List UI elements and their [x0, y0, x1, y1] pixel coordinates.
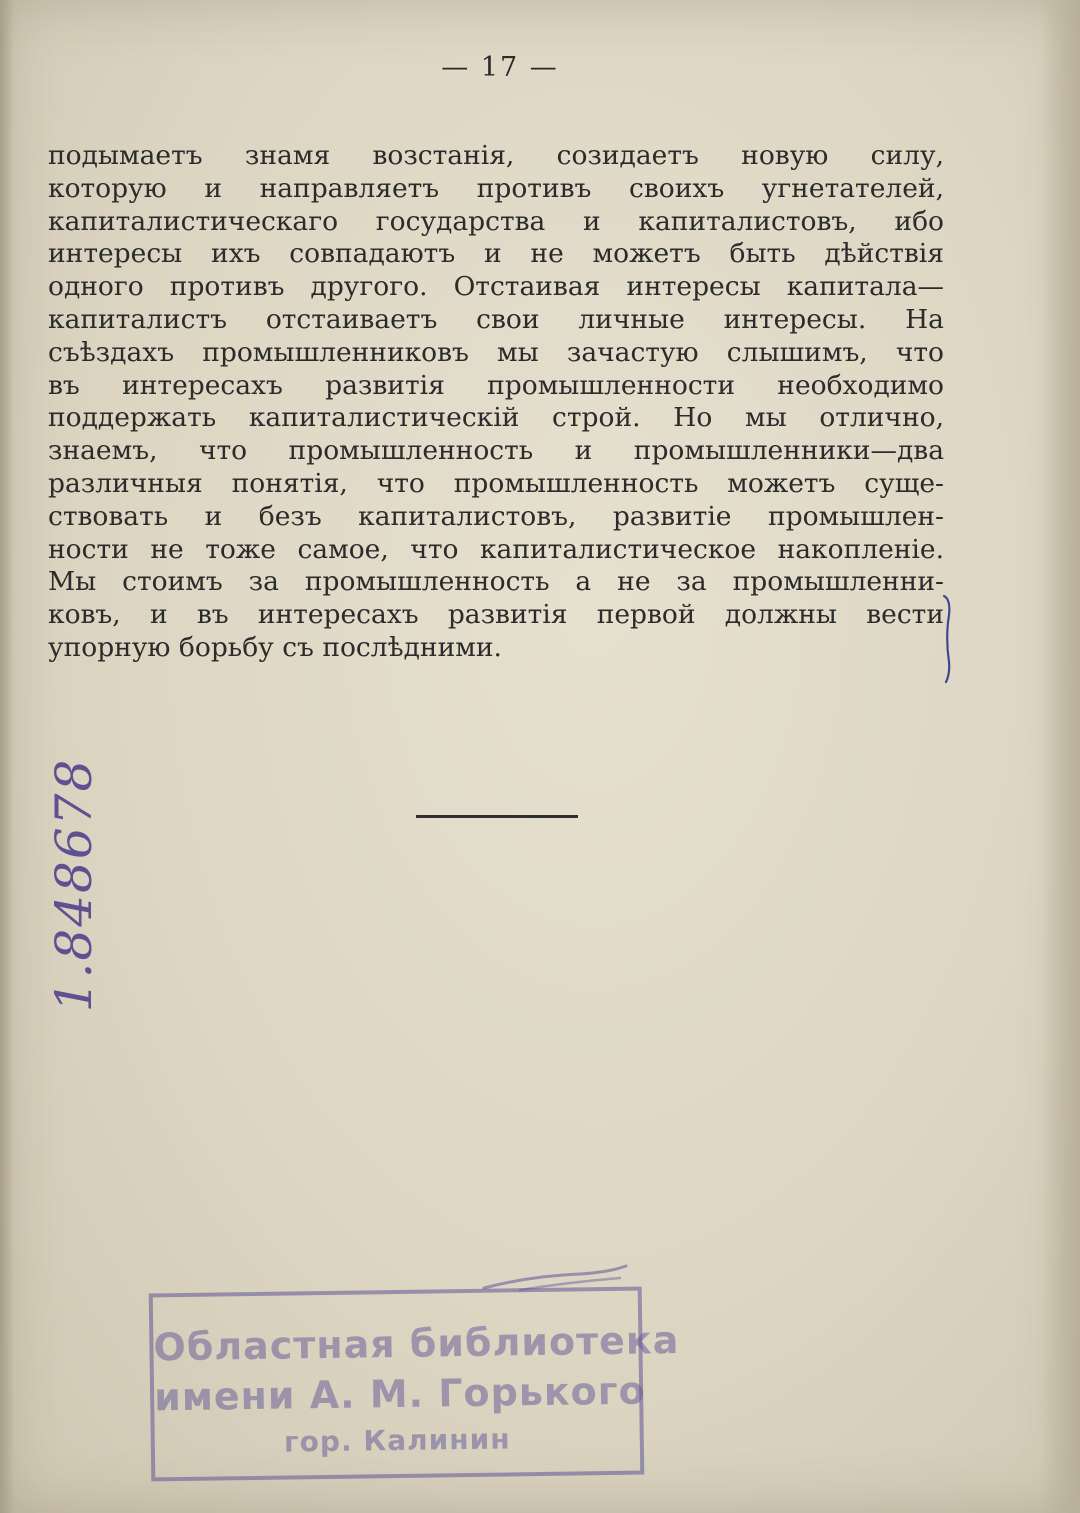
- text-line: знаемъ, что промышленность и промышленники—два: [48, 435, 944, 467]
- text-line: въ интересахъ развитія промышленности необходимо: [48, 369, 944, 401]
- text-line: упорную борьбу съ послѣдними.: [48, 631, 502, 663]
- text-line: которую и направляетъ противъ своихъ угнетателей,: [48, 172, 944, 204]
- library-stamp: [149, 1287, 680, 1482]
- text-line: одного противъ другого. Отстаивая интересы капитала—: [48, 271, 944, 303]
- stamp-line: имени А. М. Горького: [153, 1368, 646, 1420]
- section-rule: [416, 815, 578, 818]
- text-line: ности не тоже самое, что капиталистическое накопленіе.: [48, 533, 944, 565]
- text-line: подымаетъ знамя возстанія, созидаетъ новую силу,: [48, 140, 944, 171]
- text-line: различныя понятія, что промышленность можетъ суще-: [48, 467, 944, 499]
- text-line: съѣздахъ промышленниковъ мы зачастую слышимъ, что: [48, 336, 944, 368]
- page-edge-right: [1040, 0, 1080, 1513]
- text-line: капиталистъ отстаиваетъ свои личные интересы. На: [48, 303, 944, 335]
- text-line: ствовать и безъ капиталистовъ, развитіе промышлен-: [48, 500, 944, 532]
- stamp-line: Областная библиотека: [153, 1318, 680, 1370]
- page-edge-left: [0, 0, 14, 1513]
- pencil-margin-bracket: [940, 592, 956, 684]
- stamp-line: гор. Калинин: [283, 1422, 511, 1459]
- text-line: капиталистическаго государства и капиталистовъ, ибо: [48, 205, 944, 237]
- page-number: — 17 —: [441, 52, 559, 83]
- handwritten-inventory-number: 1.848678: [45, 757, 103, 1013]
- text-line: поддержать капиталистическій строй. Но мы отлично,: [48, 402, 944, 434]
- text-line: ковъ, и въ интересахъ развитія первой должны вести: [48, 599, 944, 631]
- body-text: [48, 140, 944, 665]
- text-line: интересы ихъ совпадаютъ и не можетъ быть дѣйствія: [48, 238, 944, 270]
- text-line: Мы стоимъ за промышленность а не за промышленни-: [48, 566, 944, 598]
